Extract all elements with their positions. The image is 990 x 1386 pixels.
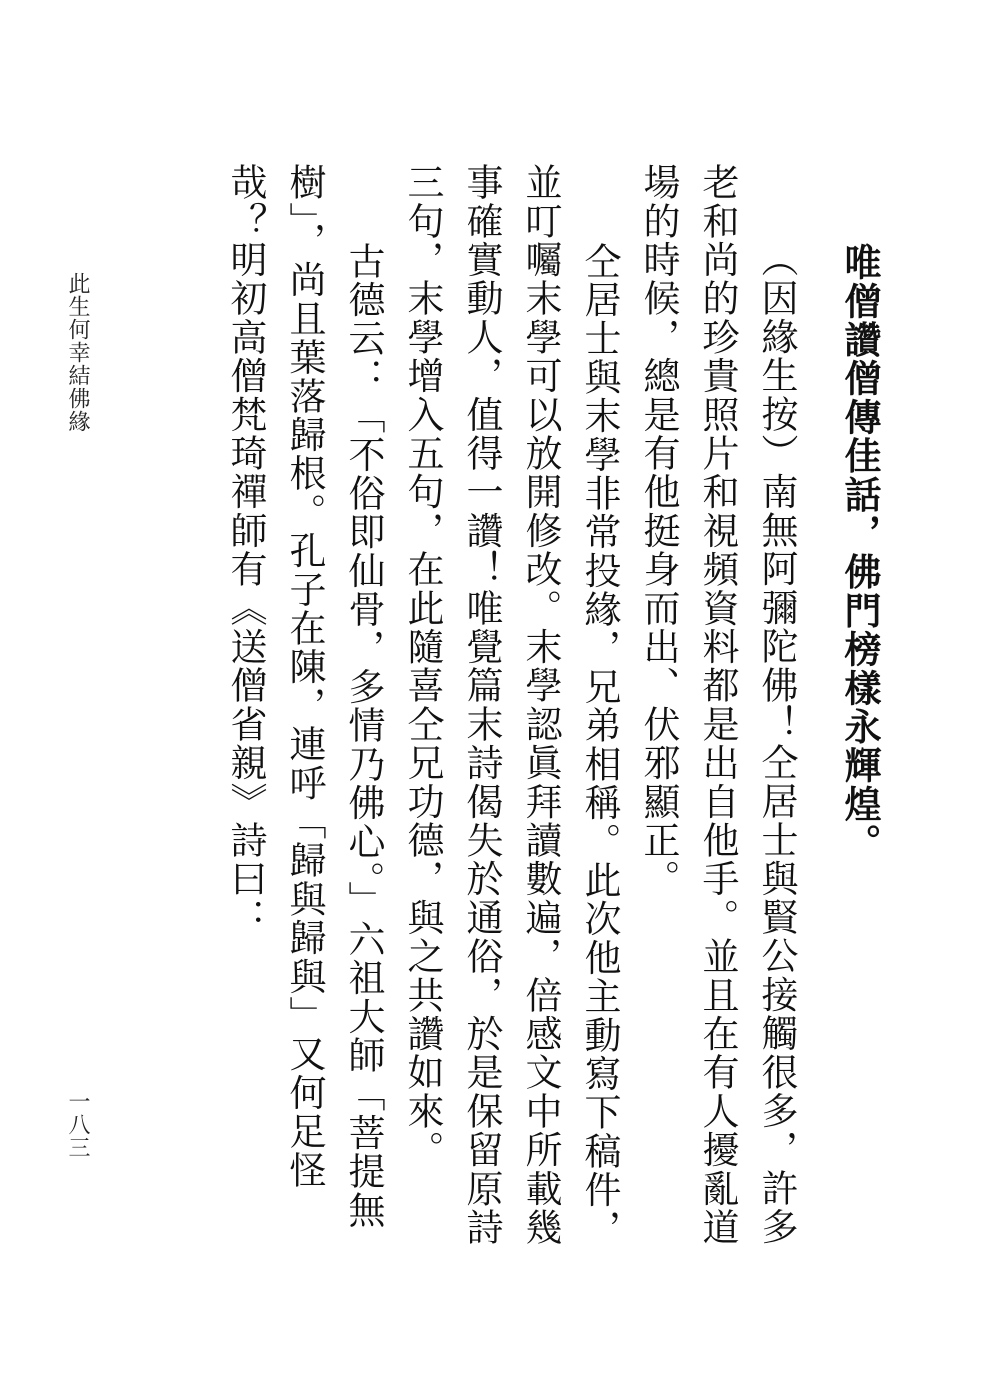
text-line-2: 老和尚的珍貴照片和視頻資料都是出自他手。並且在有人擾亂道 [696,163,739,1247]
text-line-10: 哉？明初高僧梵琦禪師有《送僧省親》詩曰： [224,163,267,937]
text-line-4: 仝居士與末學非常投緣，兄弟相稱。此次他主動寫下稿件， [578,203,621,1248]
text-line-7: 三句，末學增入五句，在此隨喜仝兄功德，與之共讚如來。 [401,163,444,1170]
running-head: 此生何幸結佛緣 [65,272,90,433]
page-number: 一八三 [65,1090,90,1159]
text-line-8: 古德云：「不俗即仙骨，多情乃佛心。」六祖大師「菩提無 [342,203,385,1230]
text-line-1: （因緣生按）南無阿彌陀佛！仝居士與賢公接觸很多，許多 [755,240,798,1247]
text-line-3: 場的時候，總是有他挺身而出、伏邪顯正。 [637,163,680,899]
text-line-5: 並叮囑末學可以放開修改。末學認眞拜讀數遍，倍感文中所載幾 [519,163,562,1247]
text-line-9: 樹」，尚且葉落歸根。孔子在陳，連呼「歸與歸與」又何足怪 [283,163,326,1190]
text-line-6: 事確實動人，值得一讚！唯覺篇末詩偈失於通俗，於是保留原詩 [460,163,503,1247]
page-title: 唯僧讚僧傳佳話，佛門榜樣永輝煌。 [838,243,882,863]
